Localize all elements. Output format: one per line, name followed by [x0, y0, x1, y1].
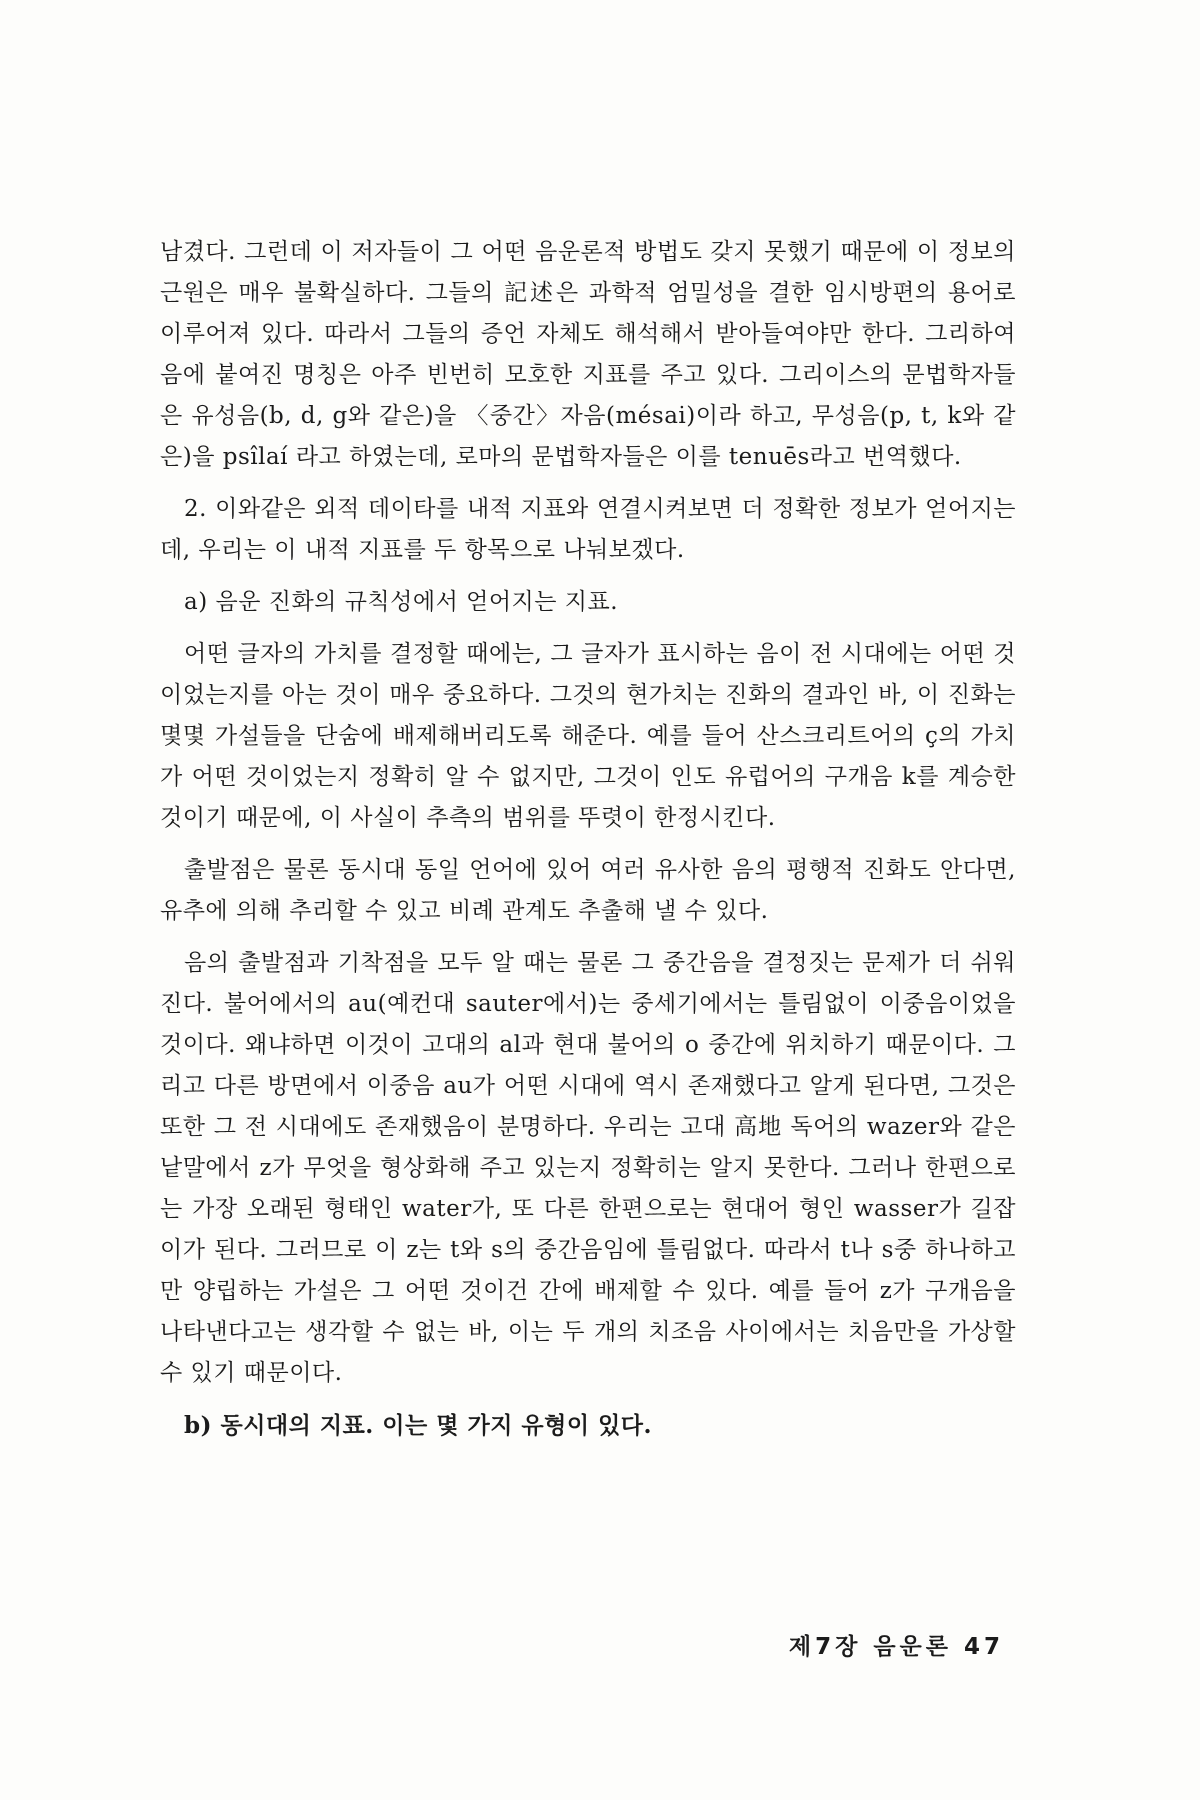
- paragraph-internal-indices: 2. 이와같은 외적 데이타를 내적 지표와 연결시켜보면 더 정확한 정보가 얻어지는데, 우리는 이 내적 지표를 두 항목으로 나눠보겠다.: [160, 496, 1016, 563]
- body-text: [160, 232, 1016, 1457]
- paragraph-intermediate-sound: 음의 출발점과 기착점을 모두 알 때는 물론 그 중간음을 결정짓는 문제가 더 쉬워진다. 불어에서의 au(예컨대 sauter에서)는 중세기에서는 틀림없이 이중음이었을 것이다. 왜냐하면 이것이 고대의 al과 현대 불어의 o 중간에 위치하기 때문이다. 그리고 다른 방면에서 이중음 au가 어떤 시대에 역시 존재했다고 알게 된다면, 그것은 또한 그 전 시대에도 존재했음이 분명하다. 우리는 고대 高地 독어의 wazer와 같은 낱말에서 z가 무엇을 형상화해 주고 있는지 정확히는 알지 못한다. 그러나 한편으로는 가장 오래된 형태인 water가, 또 다른 한편으로는 현대어 형인 wasser가 길잡이가 된다. 그러므로 이 z는 t와 s의 중간음임에 틀림없다. 따라서 t나 s중 하나하고만 양립하는 가설은 그 어떤 것이건 간에 배제할 수 있다. 예를 들어 z가 구개음을 나타낸다고는 생각할 수 없는 바, 이는 두 개의 치조음 사이에서는 치음만을 가상할 수 있기 때문이다.: [160, 950, 1016, 1386]
- paragraph-parallel-evolution: 출발점은 물론 동시대 동일 언어에 있어 여러 유사한 음의 평행적 진화도 안다면, 유추에 의해 추리할 수 있고 비례 관계도 추출해 낼 수 있다.: [160, 857, 1016, 924]
- page-footer: 제7장 음운론 47: [788, 1634, 1004, 1660]
- section-a-heading: a) 음운 진화의 규칙성에서 얻어지는 지표.: [184, 589, 619, 615]
- section-b-heading: b) 동시대의 지표. 이는 몇 가지 유형이 있다.: [184, 1412, 653, 1439]
- paragraph-external-data: 남겼다. 그런데 이 저자들이 그 어떤 음운론적 방법도 갖지 못했기 때문에 이 정보의 근원은 매우 불확실하다. 그들의 記述은 과학적 엄밀성을 결한 임시방편의 용어로 이루어져 있다. 따라서 그들의 증언 자체도 해석해서 받아들여야만 한다. 그리하여 음에 붙여진 명칭은 아주 빈번히 모호한 지표를 주고 있다. 그리이스의 문법학자들은 유성음(b, d, g와 같은)을 〈중간〉자음(mésai)이라 하고, 무성음(p, t, k와 같은)을 psîlaí 라고 하였는데, 로마의 문법학자들은 이를 tenuēs라고 번역했다.: [160, 239, 1016, 470]
- paragraph-letter-value: 어떤 글자의 가치를 결정할 때에는, 그 글자가 표시하는 음이 전 시대에는 어떤 것이었는지를 아는 것이 매우 중요하다. 그것의 현가치는 진화의 결과인 바, 이 진화는 몇몇 가설들을 단숨에 배제해버리도록 해준다. 예를 들어 산스크리트어의 ç의 가치가 어떤 것이었는지 정확히 알 수 없지만, 그것이 인도 유럽어의 구개음 k를 계승한 것이기 때문에, 이 사실이 추측의 범위를 뚜렷이 한정시킨다.: [160, 641, 1016, 831]
